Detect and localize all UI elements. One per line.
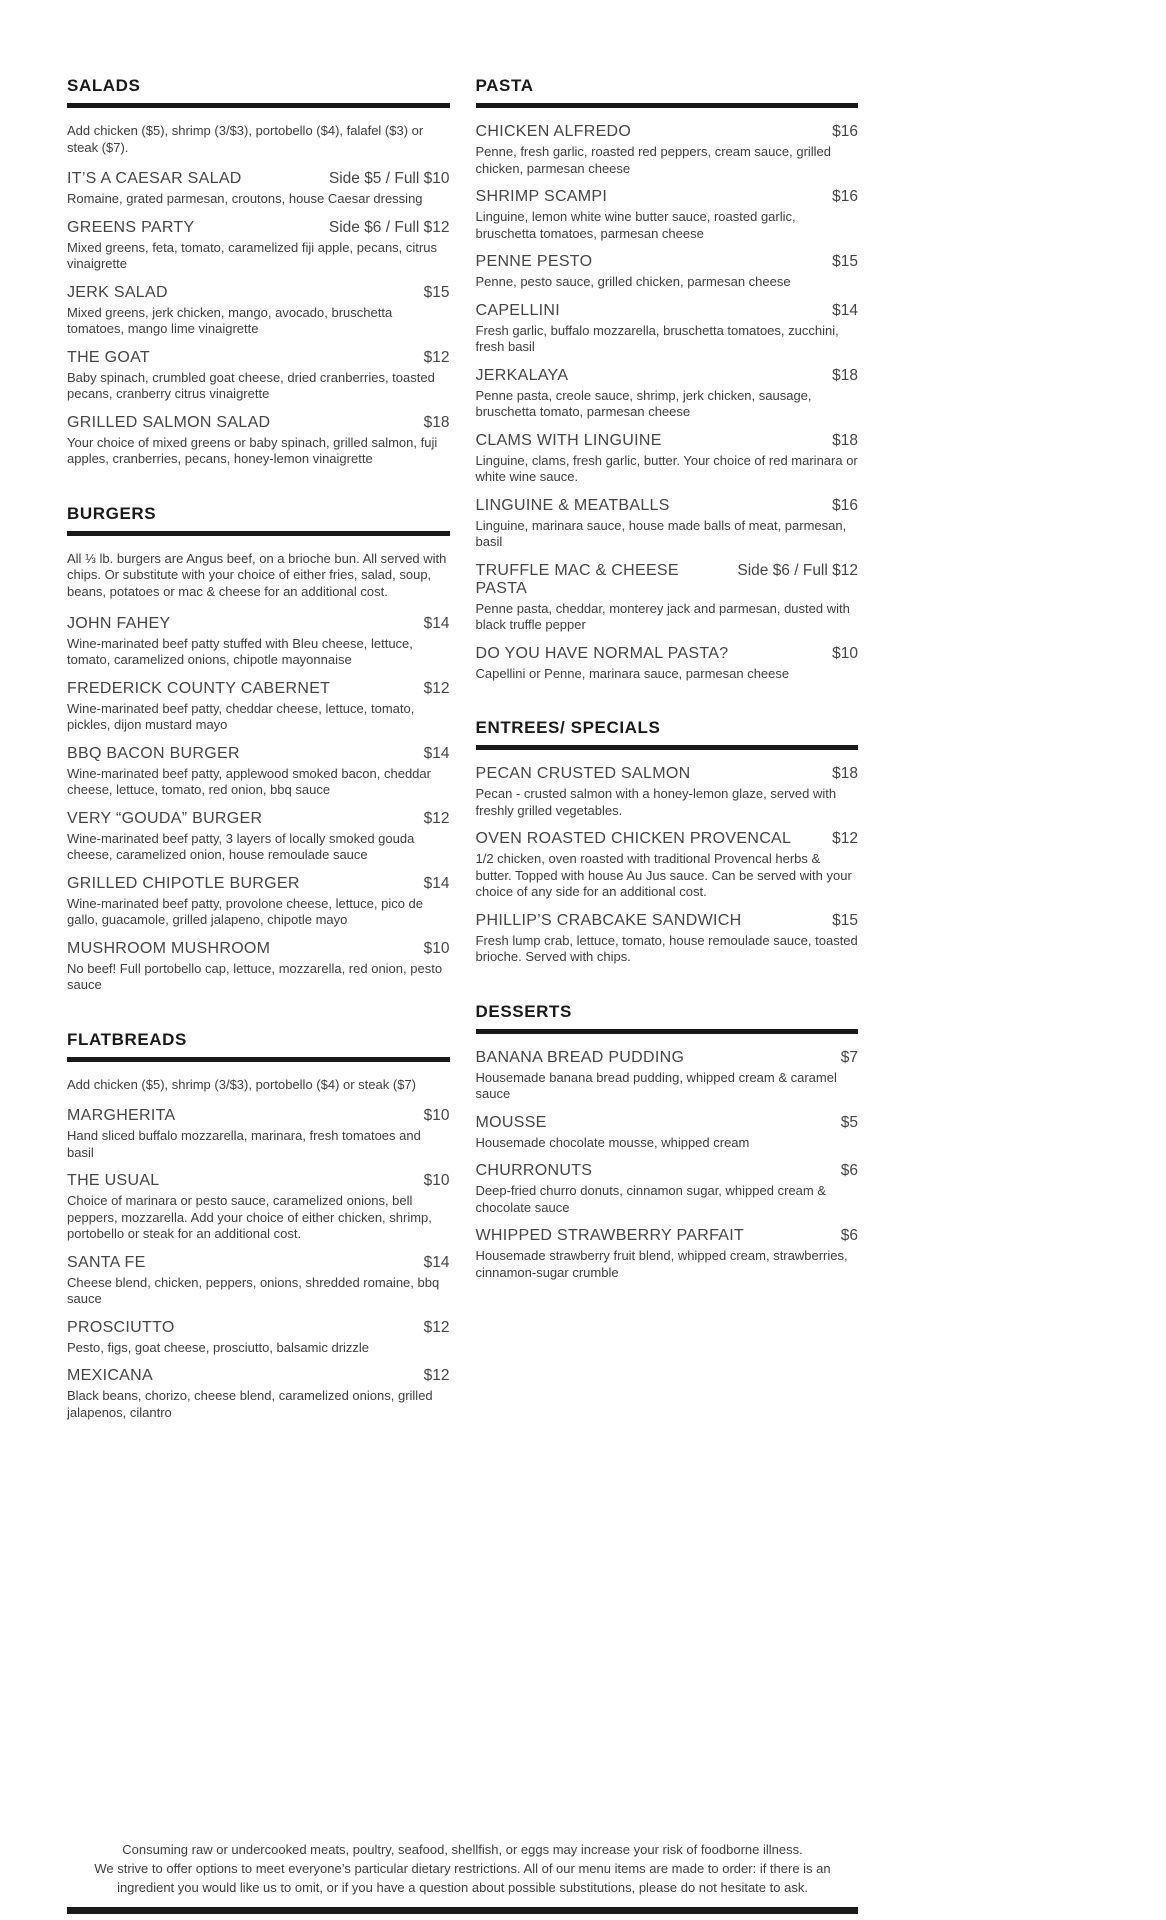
- menu-item-description: Housemade banana bread pudding, whipped cream & caramel sauce: [475, 1069, 837, 1101]
- menu-item-description: Penne pasta, creole sauce, shrimp, jerk chicken, sausage, bruschetta tomato, parmesan cheese: [475, 387, 812, 419]
- menu-item-clams-with-linguine: [476, 432, 859, 486]
- menu-item-row: [67, 1107, 450, 1125]
- menu-item-jerkalaya: [476, 367, 859, 421]
- menu-item-name: PENNE PESTO: [475, 253, 593, 270]
- menu-item-row: [67, 1172, 450, 1190]
- menu-item-mushroom-mushroom: [67, 940, 450, 994]
- menu-item-price: $14: [423, 874, 450, 892]
- menu-column-right: [476, 76, 859, 1457]
- menu-item-name: CHICKEN ALFREDO: [475, 123, 632, 140]
- section-title: ENTREES/ SPECIALS: [475, 718, 661, 737]
- menu-item-price: Side $6 / Full $12: [328, 218, 450, 236]
- menu-item-churronuts: [476, 1162, 859, 1216]
- menu-item-price: $10: [423, 1107, 450, 1125]
- menu-item-price: $10: [832, 644, 858, 662]
- menu-item-shrimp-scampi: [476, 188, 859, 242]
- menu-section-entrees-specials: [476, 718, 859, 966]
- section-rule: [67, 531, 450, 536]
- menu-item-john-fahey: [67, 615, 450, 669]
- menu-item-price: $12: [423, 679, 450, 697]
- menu-item-row: [476, 765, 859, 783]
- menu-item-price: $10: [423, 939, 450, 957]
- menu-item-price: $6: [840, 1227, 858, 1244]
- menu-item-price: $14: [423, 744, 450, 762]
- menu-item-description: Capellini or Penne, marinara sauce, parmesan cheese: [475, 665, 790, 681]
- section-note: All ⅓ lb. burgers are Angus beef, on a brioche bun. All served with chips. Or substitute with your choice of either fries, salad, soup, beans, potatoes or mac & cheese for an additional cost.: [67, 550, 447, 599]
- menu-item-description: Linguine, marinara sauce, house made balls of meat, parmesan, basil: [475, 517, 847, 549]
- menu-item-description: Romaine, grated parmesan, croutons, house Caesar dressing: [67, 191, 423, 207]
- menu-column-left: [67, 76, 450, 1457]
- menu-item-description: Fresh lump crab, lettuce, tomato, house remoulade sauce, toasted brioche. Served with chips.: [475, 932, 858, 964]
- menu-item-do-you-have-normal-pasta: [476, 645, 859, 683]
- menu-item-description: Wine-marinated beef patty, provolone cheese, lettuce, pico de gallo, guacamole, grilled jalapeno, chipotle mayo: [67, 895, 424, 928]
- menu-item-bbq-bacon-burger: [67, 745, 450, 799]
- menu-item-name: WHIPPED STRAWBERRY PARFAIT: [475, 1227, 745, 1244]
- menu-item-row: [67, 810, 450, 828]
- menu-item-row: [67, 349, 450, 367]
- menu-item-description: Housemade chocolate mousse, whipped cream: [475, 1134, 750, 1150]
- menu-item-name: PHILLIP’S CRABCAKE SANDWICH: [475, 911, 742, 929]
- menu-item-row: [476, 302, 859, 320]
- menu-item-price: $15: [832, 253, 858, 270]
- menu-item-name: CAPELLINI: [475, 301, 561, 319]
- menu-item-price: $12: [423, 809, 450, 827]
- menu-item-name: FREDERICK COUNTY CABERNET: [67, 679, 331, 697]
- menu-item-row: [476, 188, 859, 206]
- menu-item-price: $7: [840, 1048, 858, 1066]
- menu-item-price: $6: [840, 1162, 858, 1179]
- menu-item-linguine-meatballs: [476, 497, 859, 551]
- section-title: BURGERS: [67, 503, 157, 523]
- menu-item-name: PROSCIUTTO: [67, 1318, 175, 1336]
- menu-item-price: $14: [423, 614, 450, 632]
- section-rule: [476, 745, 859, 750]
- menu-item-banana-bread-pudding: [476, 1049, 859, 1103]
- footer: [67, 1840, 858, 1914]
- menu-item-description: Penne, pesto sauce, grilled chicken, parmesan cheese: [475, 274, 791, 289]
- menu-item-price: $5: [840, 1113, 858, 1131]
- section-title: PASTA: [475, 76, 534, 95]
- menu-item-row: [476, 123, 859, 141]
- menu-item-row: [476, 1162, 859, 1180]
- menu-item-description: Linguine, lemon white wine butter sauce, roasted garlic, bruschetta tomatoes, parmesan cheese: [475, 209, 796, 241]
- section-rule: [67, 103, 450, 108]
- menu-item-the-goat: [67, 349, 450, 403]
- menu-item-description: Wine-marinated beef patty, applewood smoked bacon, cheddar cheese, lettuce, tomato, red onion, bbq sauce: [67, 765, 431, 798]
- menu-item-price: $12: [423, 1367, 450, 1385]
- menu-item-description: Hand sliced buffalo mozzarella, marinara, fresh tomatoes and basil: [67, 1128, 421, 1160]
- menu-item-price: $18: [832, 765, 858, 782]
- menu-item-name: PECAN CRUSTED SALMON: [475, 765, 691, 782]
- section-title: DESSERTS: [475, 1001, 572, 1021]
- menu-item-row: [476, 1114, 859, 1132]
- menu-item-price: $18: [832, 366, 858, 384]
- menu-item-row: [67, 170, 450, 188]
- section-rule: [476, 1029, 859, 1034]
- menu-item-name: GRILLED CHIPOTLE BURGER: [67, 874, 300, 892]
- menu-item-name: VERY “GOUDA” BURGER: [67, 809, 263, 827]
- menu-item-row: [67, 615, 450, 633]
- menu-item-price: $12: [423, 348, 450, 366]
- menu-item-description: Choice of marinara or pesto sauce, caramelized onions, bell peppers, mozzarella. Add your choice of either chicken, shrimp, portobello or steak for an additional cost.: [67, 1193, 432, 1242]
- footer-disclaimer-line: We strive to offer options to meet everyone’s particular dietary restrictions. All of our menu items are made to order: if there is an: [94, 1861, 831, 1877]
- menu-item-row: [67, 1367, 450, 1385]
- menu-item-row: [476, 562, 859, 598]
- menu-item-name: SHRIMP SCAMPI: [475, 188, 608, 205]
- menu-item-description: Wine-marinated beef patty, cheddar cheese, lettuce, tomato, pickles, dijon mustard mayo: [67, 700, 415, 733]
- menu-item-description: Fresh garlic, buffalo mozzarella, bruschetta tomatoes, zucchini, fresh basil: [475, 322, 839, 354]
- menu-item-name: MOUSSE: [475, 1113, 547, 1131]
- menu-item-row: [67, 1319, 450, 1337]
- section-note: Add chicken ($5), shrimp (3/$3), portobello ($4), falafel ($3) or steak ($7).: [67, 123, 424, 155]
- menu-item-row: [67, 414, 450, 432]
- menu-item-price: $16: [832, 123, 858, 140]
- menu-item-price: $14: [832, 301, 858, 319]
- menu-item-margherita: [67, 1107, 450, 1161]
- menu-item-pecan-crusted-salmon: [476, 765, 859, 819]
- menu-item-row: [476, 497, 859, 515]
- menu-item-capellini: [476, 302, 859, 356]
- menu-item-name: DO YOU HAVE NORMAL PASTA?: [475, 644, 729, 662]
- menu-item-description: Mixed greens, feta, tomato, caramelized fiji apple, pecans, citrus vinaigrette: [67, 239, 437, 272]
- menu-section-pasta: [476, 76, 859, 682]
- menu-item-grilled-chipotle-burger: [67, 875, 450, 929]
- menu-item-mexicana: [67, 1367, 450, 1421]
- menu-item-description: Wine-marinated beef patty, 3 layers of locally smoked gouda cheese, caramelized onion, house remoulade sauce: [67, 830, 415, 863]
- menu-item-row: [67, 745, 450, 763]
- menu-item-name: MUSHROOM MUSHROOM: [67, 939, 271, 957]
- menu-item-row: [476, 912, 859, 930]
- menu-item-description: Cheese blend, chicken, peppers, onions, shredded romaine, bbq sauce: [67, 1274, 440, 1307]
- menu-item-description: Wine-marinated beef patty stuffed with Bleu cheese, lettuce, tomato, caramelized onions, chipotle mayonnaise: [67, 635, 413, 668]
- section-note: Add chicken ($5), shrimp (3/$3), portobello ($4) or steak ($7): [67, 1076, 416, 1092]
- menu-item-description: Pesto, figs, goat cheese, prosciutto, balsamic drizzle: [67, 1339, 370, 1355]
- menu-item-row: [67, 940, 450, 958]
- menu-item-price: $16: [832, 496, 858, 514]
- menu-item-row: [476, 645, 859, 663]
- menu-item-row: [476, 253, 859, 271]
- menu-item-prosciutto: [67, 1319, 450, 1357]
- menu-item-it-s-a-caesar-salad: [67, 170, 450, 208]
- menu-item-description: Black beans, chorizo, cheese blend, caramelized onions, grilled jalapenos, cilantro: [67, 1388, 433, 1420]
- menu-item-name: CHURRONUTS: [475, 1162, 593, 1179]
- menu-item-description: Penne, fresh garlic, roasted red peppers, cream sauce, grilled chicken, parmesan cheese: [475, 144, 832, 176]
- menu-item-whipped-strawberry-parfait: [476, 1227, 859, 1281]
- menu-item-row: [476, 830, 859, 848]
- menu-page: [67, 76, 858, 1457]
- menu-item-price: $16: [832, 188, 858, 205]
- menu-item-name: JOHN FAHEY: [67, 614, 171, 632]
- menu-item-price: $10: [423, 1172, 450, 1190]
- menu-section-salads: [67, 76, 450, 468]
- menu-item-grilled-salmon-salad: [67, 414, 450, 468]
- menu-item-description: Linguine, clams, fresh garlic, butter. Your choice of red marinara or white wine sauce.: [475, 452, 858, 484]
- menu-item-price: $12: [832, 830, 858, 847]
- menu-item-row: [67, 284, 450, 302]
- section-rule: [67, 1057, 450, 1062]
- menu-item-the-usual: [67, 1172, 450, 1243]
- menu-item-description: No beef! Full portobello cap, lettuce, mozzarella, red onion, pesto sauce: [67, 960, 443, 993]
- menu-item-row: [67, 875, 450, 893]
- menu-item-price: Side $6 / Full $12: [737, 561, 858, 579]
- menu-item-jerk-salad: [67, 284, 450, 338]
- menu-item-chicken-alfredo: [476, 123, 859, 177]
- footer-rule: [67, 1907, 858, 1914]
- menu-item-price: $15: [832, 911, 858, 929]
- menu-item-name: IT’S A CAESAR SALAD: [67, 170, 242, 188]
- menu-item-name: BBQ BACON BURGER: [67, 744, 240, 762]
- menu-item-oven-roasted-chicken-provencal: [476, 830, 859, 901]
- menu-item-row: [67, 219, 450, 237]
- menu-item-name: THE GOAT: [67, 348, 150, 366]
- menu-item-name: JERKALAYA: [475, 366, 569, 384]
- menu-section-burgers: [67, 504, 450, 994]
- menu-item-name: LINGUINE & MEATBALLS: [475, 496, 670, 514]
- menu-item-name: MEXICANA: [67, 1367, 153, 1385]
- menu-item-name: GRILLED SALMON SALAD: [67, 413, 271, 431]
- menu-item-frederick-county-cabernet: [67, 680, 450, 734]
- footer-disclaimer-line: ingredient you would like us to omit, or if you have a question about possible substitutions, please do not hesitate to ask.: [117, 1880, 808, 1896]
- menu-item-price: $12: [423, 1318, 450, 1336]
- footer-disclaimer-line: Consuming raw or undercooked meats, poultry, seafood, shellfish, or eggs may increase your risk of foodborne illness.: [122, 1842, 803, 1857]
- menu-item-price: $15: [423, 283, 450, 301]
- menu-item-row: [476, 432, 859, 450]
- menu-item-row: [67, 1254, 450, 1272]
- menu-item-truffle-mac-cheese-pasta: [476, 562, 859, 634]
- menu-item-row: [476, 367, 859, 385]
- menu-item-price: $14: [423, 1253, 450, 1271]
- menu-item-price: Side $5 / Full $10: [328, 170, 450, 188]
- menu-columns: [67, 76, 858, 1457]
- menu-item-name: JERK SALAD: [67, 283, 168, 301]
- menu-item-row: [476, 1227, 859, 1245]
- menu-item-row: [476, 1049, 859, 1067]
- menu-item-name: MARGHERITA: [67, 1107, 176, 1125]
- menu-item-description: 1/2 chicken, oven roasted with traditional Provencal herbs & butter. Topped with house Au Jus sauce. Can be served with your choice of any side for an additional cost.: [475, 851, 852, 899]
- menu-item-row: [67, 680, 450, 698]
- menu-item-name: BANANA BREAD PUDDING: [475, 1048, 685, 1066]
- menu-item-name: SANTA FE: [67, 1253, 146, 1271]
- menu-item-penne-pesto: [476, 253, 859, 291]
- menu-item-name: CLAMS WITH LINGUINE: [475, 431, 662, 449]
- menu-section-flatbreads: [67, 1030, 450, 1422]
- menu-item-very-gouda-burger: [67, 810, 450, 864]
- menu-item-description: Your choice of mixed greens or baby spinach, grilled salmon, fuji apples, cranberries, pecans, honey-lemon vinaigrette: [67, 434, 438, 467]
- menu-item-price: $18: [423, 413, 450, 431]
- menu-section-desserts: [476, 1002, 859, 1282]
- menu-item-name: THE USUAL: [67, 1172, 160, 1190]
- menu-item-description: Baby spinach, crumbled goat cheese, dried cranberries, toasted pecans, cranberry citrus vinaigrette: [67, 369, 435, 402]
- menu-item-description: Mixed greens, jerk chicken, mango, avocado, bruschetta tomatoes, mango lime vinaigrette: [67, 304, 393, 337]
- menu-item-description: Pecan - crusted salmon with a honey-lemon glaze, served with freshly grilled vegetables.: [475, 786, 837, 818]
- menu-item-mousse: [476, 1114, 859, 1152]
- menu-item-name: TRUFFLE MAC & CHEESE PASTA: [475, 561, 679, 597]
- menu-item-phillip-s-crabcake-sandwich: [476, 912, 859, 966]
- section-title: SALADS: [67, 76, 141, 95]
- menu-item-name: GREENS PARTY: [67, 218, 195, 236]
- section-title: FLATBREADS: [67, 1029, 187, 1049]
- menu-item-price: $18: [832, 431, 858, 449]
- menu-item-santa-fe: [67, 1254, 450, 1308]
- menu-item-name: OVEN ROASTED CHICKEN PROVENCAL: [475, 830, 792, 847]
- menu-item-description: Housemade strawberry fruit blend, whipped cream, strawberries, cinnamon-sugar crumble: [475, 1248, 848, 1280]
- menu-item-description: Penne pasta, cheddar, monterey jack and parmesan, dusted with black truffle pepper: [475, 600, 850, 632]
- menu-item-greens-party: [67, 219, 450, 273]
- section-rule: [476, 103, 859, 108]
- menu-item-description: Deep-fried churro donuts, cinnamon sugar, whipped cream & chocolate sauce: [475, 1183, 826, 1215]
